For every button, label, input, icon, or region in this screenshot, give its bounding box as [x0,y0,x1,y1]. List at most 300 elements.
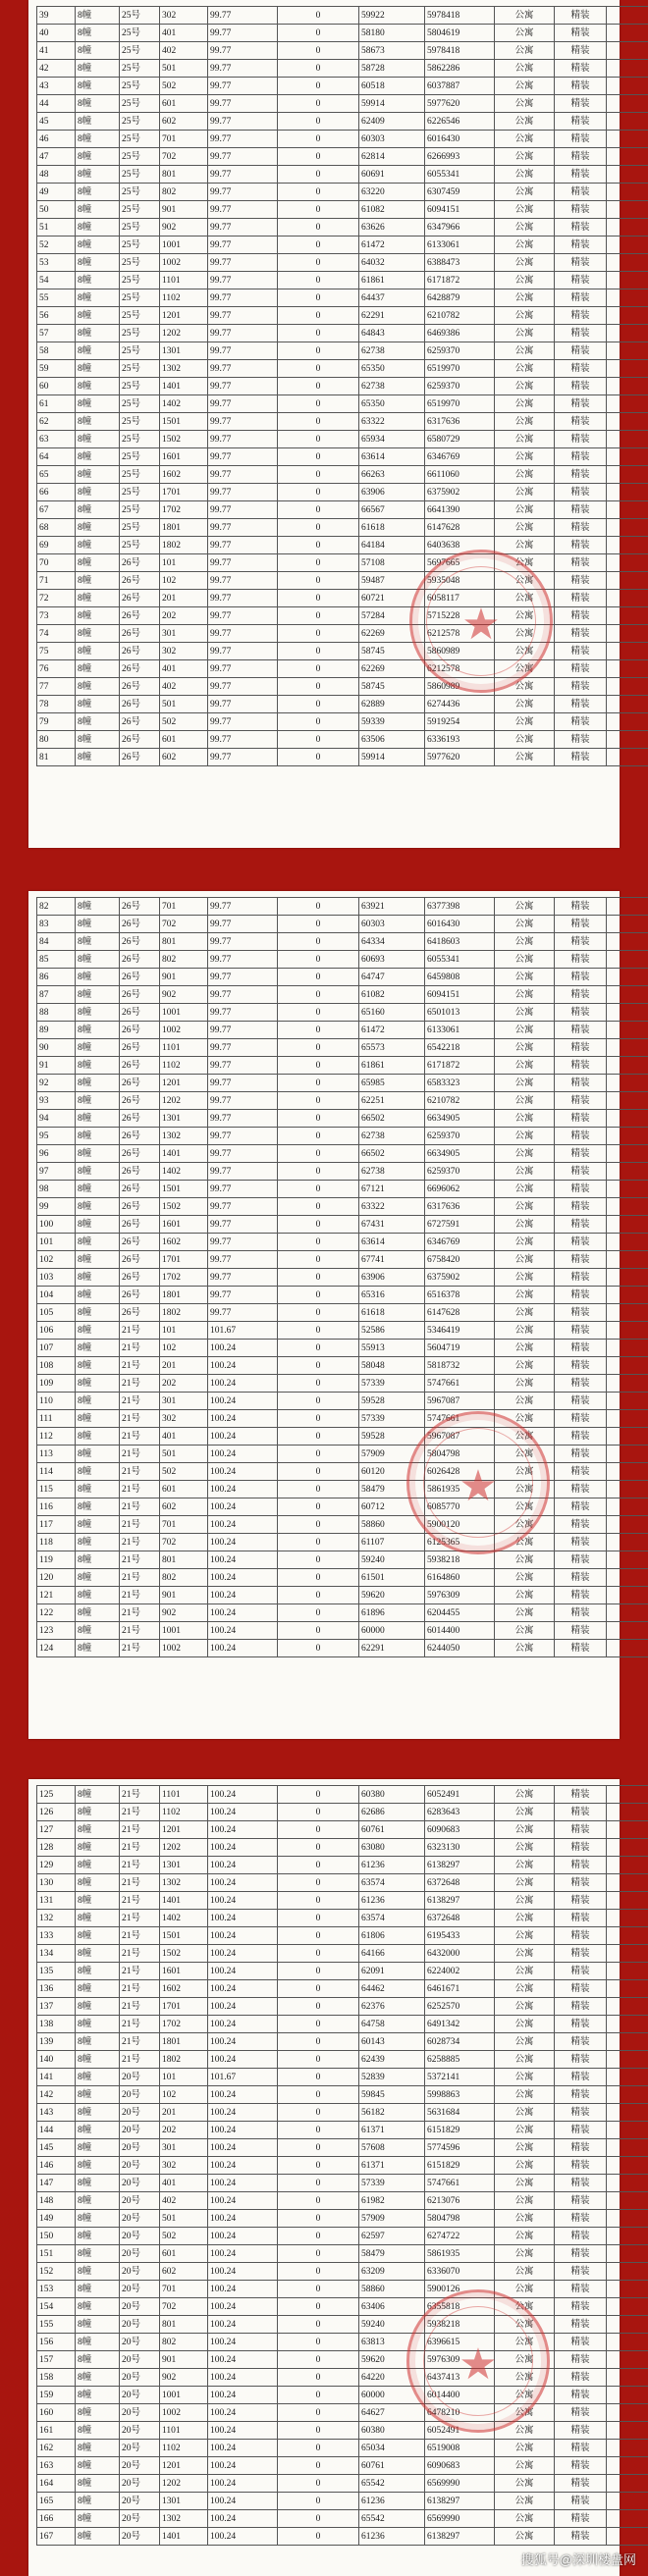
cell-usage: 公寓 [495,537,555,554]
cell-remarks [607,643,648,660]
cell-total-price: 6259370 [425,342,495,360]
cell-usage: 公寓 [495,916,555,933]
cell-building: 8幢 [76,7,120,25]
table-row [37,307,648,325]
cell-extra-area: 0 [278,1463,359,1481]
cell-extra-area: 0 [278,660,359,678]
table-row [37,1216,648,1234]
cell-remarks [607,1998,648,2016]
table-row [37,898,648,916]
cell-total-price: 5935048 [425,572,495,590]
cell-unit-price: 61371 [359,2122,425,2139]
cell-extra-area: 0 [278,1287,359,1304]
cell-row-number: 79 [37,713,76,731]
cell-total-price: 6478210 [425,2404,495,2422]
cell-unit-price: 61806 [359,1927,425,1945]
cell-area: 99.77 [208,466,278,484]
cell-row-number: 46 [37,131,76,148]
cell-extra-area: 0 [278,78,359,95]
cell-unit: 25号 [120,484,160,501]
cell-building: 8幢 [76,2228,120,2245]
cell-remarks [607,1322,648,1340]
cell-unit: 25号 [120,7,160,25]
cell-extra-area: 0 [278,1375,359,1393]
cell-building: 8幢 [76,1428,120,1446]
table-row [37,360,648,378]
cell-unit: 20号 [120,2228,160,2245]
table-row [37,431,648,448]
cell-building: 8幢 [76,254,120,272]
cell-unit-price: 65934 [359,431,425,448]
cell-row-number: 109 [37,1375,76,1393]
cell-room-number: 602 [160,749,208,766]
cell-finish: 精装 [555,1340,607,1357]
cell-unit-price: 60380 [359,1786,425,1804]
cell-unit-price: 52839 [359,2069,425,2086]
cell-usage: 公寓 [495,7,555,25]
cell-total-price: 5861935 [425,1481,495,1498]
cell-finish: 精装 [555,933,607,951]
cell-room-number: 801 [160,1551,208,1569]
cell-usage: 公寓 [495,1039,555,1057]
cell-usage: 公寓 [495,590,555,607]
cell-finish: 精装 [555,1980,607,1998]
cell-usage: 公寓 [495,2210,555,2228]
cell-area: 99.77 [208,254,278,272]
cell-usage: 公寓 [495,1874,555,1892]
cell-finish: 精装 [555,395,607,413]
table-row [37,2298,648,2316]
cell-unit-price: 62738 [359,1163,425,1181]
cell-unit-price: 61082 [359,986,425,1004]
cell-room-number: 602 [160,2263,208,2281]
cell-row-number: 72 [37,590,76,607]
cell-area: 99.77 [208,660,278,678]
cell-row-number: 88 [37,1004,76,1022]
cell-total-price: 6569990 [425,2510,495,2528]
cell-finish: 精装 [555,2528,607,2546]
table-row [37,2210,648,2228]
cell-unit-price: 64437 [359,289,425,307]
cell-remarks [607,1963,648,1980]
cell-room-number: 1401 [160,2528,208,2546]
cell-remarks [607,1004,648,1022]
cell-building: 8幢 [76,2440,120,2457]
cell-area: 100.24 [208,2263,278,2281]
cell-unit-price: 62889 [359,696,425,713]
cell-total-price: 5861935 [425,2245,495,2263]
cell-extra-area: 0 [278,1251,359,1269]
cell-room-number: 1102 [160,1804,208,1821]
cell-total-price: 5976309 [425,1587,495,1604]
cell-usage: 公寓 [495,289,555,307]
cell-unit: 26号 [120,1163,160,1181]
table-row [37,2493,648,2510]
cell-row-number: 91 [37,1057,76,1075]
cell-building: 8幢 [76,2069,120,2086]
cell-usage: 公寓 [495,696,555,713]
cell-building: 8幢 [76,60,120,78]
cell-room-number: 1301 [160,1857,208,1874]
table-row [37,1857,648,1874]
cell-total-price: 5919254 [425,713,495,731]
cell-total-price: 6055341 [425,951,495,969]
cell-room-number: 402 [160,2192,208,2210]
cell-room-number: 702 [160,148,208,166]
cell-room-number: 1602 [160,1980,208,1998]
cell-area: 99.77 [208,131,278,148]
cell-unit-price: 58479 [359,1481,425,1498]
cell-extra-area: 0 [278,1998,359,2016]
cell-row-number: 43 [37,78,76,95]
cell-remarks [607,1892,648,1910]
cell-total-price: 6171872 [425,272,495,289]
cell-total-price: 5862286 [425,60,495,78]
cell-row-number: 82 [37,898,76,916]
table-row [37,2104,648,2122]
cell-area: 100.24 [208,1393,278,1410]
cell-area: 99.77 [208,431,278,448]
cell-unit: 25号 [120,113,160,131]
cell-row-number: 47 [37,148,76,166]
cell-building: 8幢 [76,289,120,307]
cell-total-price: 6580729 [425,431,495,448]
cell-unit: 25号 [120,184,160,201]
cell-area: 99.77 [208,448,278,466]
cell-unit: 25号 [120,166,160,184]
cell-area: 99.77 [208,951,278,969]
cell-remarks [607,2422,648,2440]
cell-finish: 精装 [555,2422,607,2440]
cell-row-number: 52 [37,237,76,254]
cell-extra-area: 0 [278,1340,359,1357]
cell-area: 100.24 [208,1357,278,1375]
cell-remarks [607,2351,648,2369]
cell-building: 8幢 [76,95,120,113]
cell-row-number: 160 [37,2404,76,2422]
cell-extra-area: 0 [278,2139,359,2157]
cell-usage: 公寓 [495,1481,555,1498]
cell-unit-price: 65985 [359,1075,425,1092]
cell-unit: 20号 [120,2122,160,2139]
cell-remarks [607,731,648,749]
cell-extra-area: 0 [278,2157,359,2175]
cell-unit-price: 61472 [359,237,425,254]
table-row [37,1622,648,1640]
cell-total-price: 5938218 [425,1551,495,1569]
table-row [37,2440,648,2457]
table-row [37,986,648,1004]
cell-unit-price: 60303 [359,916,425,933]
cell-remarks [607,607,648,625]
cell-remarks [607,1927,648,1945]
cell-unit-price: 57284 [359,607,425,625]
cell-finish: 精装 [555,2510,607,2528]
table-row [37,1998,648,2016]
cell-row-number: 166 [37,2510,76,2528]
cell-building: 8幢 [76,1340,120,1357]
cell-unit-price: 61472 [359,1022,425,1039]
cell-room-number: 1601 [160,1216,208,1234]
cell-row-number: 78 [37,696,76,713]
cell-unit: 21号 [120,1393,160,1410]
cell-total-price: 6094151 [425,986,495,1004]
cell-usage: 公寓 [495,713,555,731]
cell-unit: 21号 [120,1910,160,1927]
cell-row-number: 100 [37,1216,76,1234]
cell-area: 99.77 [208,1269,278,1287]
cell-building: 8幢 [76,2369,120,2387]
cell-unit: 25号 [120,131,160,148]
cell-remarks [607,2157,648,2175]
cell-row-number: 113 [37,1446,76,1463]
cell-total-price: 5372141 [425,2069,495,2086]
cell-usage: 公寓 [495,1375,555,1393]
cell-unit-price: 58479 [359,2245,425,2263]
cell-unit: 26号 [120,1075,160,1092]
cell-building: 8幢 [76,342,120,360]
cell-room-number: 1701 [160,1251,208,1269]
cell-area: 99.77 [208,590,278,607]
cell-extra-area: 0 [278,2192,359,2210]
cell-building: 8幢 [76,969,120,986]
cell-room-number: 1802 [160,537,208,554]
cell-finish: 精装 [555,1534,607,1551]
cell-building: 8幢 [76,307,120,325]
cell-extra-area: 0 [278,1357,359,1375]
cell-room-number: 1401 [160,378,208,395]
cell-row-number: 116 [37,1498,76,1516]
cell-remarks [607,466,648,484]
table-row [37,1604,648,1622]
cell-extra-area: 0 [278,166,359,184]
cell-room-number: 502 [160,2228,208,2245]
cell-total-price: 5967087 [425,1393,495,1410]
cell-room-number: 1201 [160,2457,208,2475]
cell-finish: 精装 [555,254,607,272]
cell-remarks [607,1304,648,1322]
cell-row-number: 143 [37,2104,76,2122]
cell-total-price: 6210782 [425,307,495,325]
cell-row-number: 108 [37,1357,76,1375]
cell-area: 99.77 [208,7,278,25]
cell-row-number: 119 [37,1551,76,1569]
cell-area: 100.24 [208,2033,278,2051]
cell-finish: 精装 [555,951,607,969]
cell-room-number: 301 [160,1393,208,1410]
cell-extra-area: 0 [278,1075,359,1092]
cell-row-number: 99 [37,1198,76,1216]
cell-remarks [607,1446,648,1463]
cell-remarks [607,1092,648,1110]
cell-room-number: 1302 [160,1128,208,1145]
cell-building: 8幢 [76,201,120,219]
cell-finish: 精装 [555,1498,607,1516]
cell-building: 8幢 [76,1927,120,1945]
cell-row-number: 150 [37,2228,76,2245]
cell-finish: 精装 [555,1287,607,1304]
cell-building: 8幢 [76,2051,120,2069]
table-row [37,1287,648,1304]
cell-finish: 精装 [555,2139,607,2157]
cell-remarks [607,2069,648,2086]
cell-area: 99.77 [208,501,278,519]
cell-room-number: 901 [160,1587,208,1604]
cell-unit: 25号 [120,325,160,342]
table-row [37,696,648,713]
cell-building: 8幢 [76,501,120,519]
table-row [37,184,648,201]
table-row [37,713,648,731]
cell-usage: 公寓 [495,1269,555,1287]
cell-total-price: 6375902 [425,484,495,501]
cell-unit-price: 64462 [359,1980,425,1998]
cell-unit: 25号 [120,360,160,378]
cell-extra-area: 0 [278,2245,359,2263]
cell-unit: 21号 [120,1786,160,1804]
cell-unit-price: 63614 [359,448,425,466]
cell-area: 100.24 [208,1340,278,1357]
cell-area: 99.77 [208,1234,278,1251]
cell-row-number: 122 [37,1604,76,1622]
cell-total-price: 5977620 [425,95,495,113]
cell-finish: 精装 [555,7,607,25]
cell-total-price: 6274722 [425,2228,495,2245]
cell-total-price: 6224002 [425,1963,495,1980]
cell-row-number: 144 [37,2122,76,2139]
cell-extra-area: 0 [278,933,359,951]
cell-area: 99.77 [208,148,278,166]
cell-finish: 精装 [555,2016,607,2033]
cell-building: 8幢 [76,1786,120,1804]
cell-room-number: 801 [160,166,208,184]
cell-total-price: 5774596 [425,2139,495,2157]
cell-unit-price: 64747 [359,969,425,986]
cell-finish: 精装 [555,148,607,166]
cell-extra-area: 0 [278,1004,359,1022]
cell-extra-area: 0 [278,1516,359,1534]
cell-unit: 21号 [120,1534,160,1551]
cell-unit-price: 62409 [359,113,425,131]
cell-room-number: 101 [160,1322,208,1340]
table-row [37,501,648,519]
table-row [37,1128,648,1145]
cell-total-price: 6372648 [425,1874,495,1892]
price-list-page-1 [28,0,620,848]
cell-finish: 精装 [555,2263,607,2281]
cell-remarks [607,484,648,501]
cell-building: 8幢 [76,678,120,696]
cell-finish: 精装 [555,466,607,484]
table-row [37,2334,648,2351]
cell-remarks [607,2316,648,2334]
cell-total-price: 6133061 [425,1022,495,1039]
cell-unit: 21号 [120,1874,160,1892]
cell-remarks [607,413,648,431]
table-row [37,325,648,342]
cell-usage: 公寓 [495,1198,555,1216]
cell-total-price: 6696062 [425,1181,495,1198]
cell-usage: 公寓 [495,933,555,951]
cell-building: 8幢 [76,2387,120,2404]
cell-usage: 公寓 [495,519,555,537]
cell-area: 99.77 [208,378,278,395]
cell-building: 8幢 [76,933,120,951]
cell-remarks [607,2228,648,2245]
cell-remarks [607,1857,648,1874]
table-row [37,916,648,933]
cell-unit: 26号 [120,969,160,986]
cell-remarks [607,501,648,519]
cell-finish: 精装 [555,60,607,78]
price-table [36,6,648,766]
cell-extra-area: 0 [278,2298,359,2316]
cell-finish: 精装 [555,1163,607,1181]
cell-extra-area: 0 [278,325,359,342]
cell-remarks [607,933,648,951]
cell-usage: 公寓 [495,2316,555,2334]
cell-finish: 精装 [555,78,607,95]
cell-row-number: 139 [37,2033,76,2051]
cell-row-number: 163 [37,2457,76,2475]
table-row [37,969,648,986]
cell-unit-price: 60000 [359,1622,425,1640]
cell-row-number: 97 [37,1163,76,1181]
table-row [37,1181,648,1198]
cell-area: 100.24 [208,1375,278,1393]
cell-room-number: 1001 [160,1622,208,1640]
cell-building: 8幢 [76,643,120,660]
cell-row-number: 64 [37,448,76,466]
cell-building: 8幢 [76,1446,120,1463]
cell-row-number: 134 [37,1945,76,1963]
cell-extra-area: 0 [278,2122,359,2139]
cell-finish: 精装 [555,2334,607,2351]
cell-total-price: 6147628 [425,1304,495,1322]
cell-finish: 精装 [555,1393,607,1410]
table-row [37,519,648,537]
cell-usage: 公寓 [495,1004,555,1022]
cell-total-price: 5747661 [425,1410,495,1428]
cell-extra-area: 0 [278,1428,359,1446]
cell-unit-price: 57909 [359,1446,425,1463]
cell-building: 8幢 [76,1234,120,1251]
cell-total-price: 6542218 [425,1039,495,1057]
cell-row-number: 102 [37,1251,76,1269]
cell-row-number: 104 [37,1287,76,1304]
cell-unit: 25号 [120,201,160,219]
cell-remarks [607,1786,648,1804]
cell-finish: 精装 [555,1198,607,1216]
cell-finish: 精装 [555,1569,607,1587]
cell-remarks [607,2404,648,2422]
cell-area: 100.24 [208,1498,278,1516]
table-row [37,395,648,413]
table-row [37,95,648,113]
cell-row-number: 152 [37,2263,76,2281]
cell-row-number: 142 [37,2086,76,2104]
cell-unit-price: 61618 [359,519,425,537]
cell-room-number: 1702 [160,1269,208,1287]
cell-row-number: 61 [37,395,76,413]
cell-unit-price: 62597 [359,2228,425,2245]
cell-building: 8幢 [76,1269,120,1287]
cell-building: 8幢 [76,1057,120,1075]
cell-area: 99.77 [208,1145,278,1163]
cell-row-number: 137 [37,1998,76,2016]
cell-unit: 26号 [120,660,160,678]
cell-room-number: 601 [160,1481,208,1498]
